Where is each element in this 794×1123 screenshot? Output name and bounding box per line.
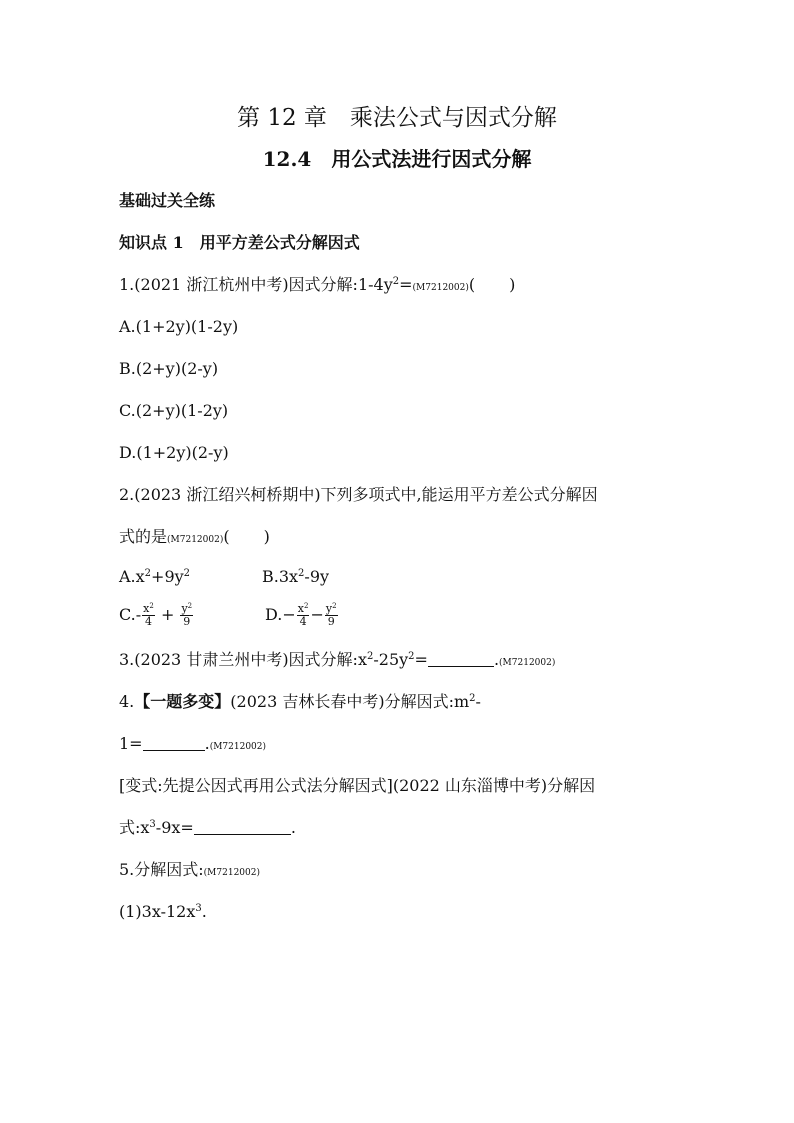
q4-variant-line-1: [变式:先提公因式再用公式法分解因式](2022 山东淄博中考)分解因 [119,776,596,795]
practice-heading: 基础过关全练 [119,191,216,210]
q2-option-b[interactable]: $B.3x^2-9y$ [262,567,330,586]
q2-paren-close: ) [263,527,270,546]
q2-d-fraction-1: $\frac{x^2}{4}$ [297,602,309,628]
q1-option-d[interactable]: D.(1+2y)(2-y) [119,443,229,462]
q1-stem: 1.(2021 浙江杭州中考)因式分解:1-4y [119,275,393,294]
q2-option-c[interactable]: C.- $\frac{x^2}{4}$ + $\frac{y^2}{9}$ [119,602,193,628]
chapter-title: 第 12 章 乘法公式与因式分解 [237,105,557,131]
q2-options-row-2 [119,600,419,630]
q1-option-a[interactable]: A.(1+2y)(1-2y) [119,317,239,336]
section-title: 12.4 用公式法进行因式分解 [262,147,532,171]
q2-paren-open: ( [223,527,230,546]
q4-code: (M7212002) [209,742,267,752]
q2-line-2 [119,527,270,550]
q3-stem: 3.(2023 甘肃兰州中考)因式分解:x [119,650,367,669]
q4-variant-answer-blank[interactable] [194,820,291,835]
q5-code: (M7212002) [203,868,260,878]
q4-answer-blank[interactable] [143,736,205,751]
q1-paren-open: ( [468,275,476,294]
q1-option-c[interactable]: C.(2+y)(1-2y) [119,401,229,420]
q4-variant-tag: 【一题多变】 [134,692,231,711]
q2-stem-end: 式的是 [119,527,168,546]
q4-variant-line-2: 式$:x^3-9x=$ . [119,818,296,837]
q2-option-a[interactable]: $A.x^2+9y^2$ [119,567,191,586]
q1-paren-close: ) [509,275,516,294]
q1-code: (M7212002) [412,283,469,293]
q2-d-fraction-2: $\frac{y^2}{9}$ [325,602,337,628]
q2-options-row-1 [119,567,419,587]
question-4-line-1: 4.【一题多变】(2023 吉林长春中考)分解因式$:m^2-$ [119,692,481,711]
question-3: 3.(2023 甘肃兰州中考)因式分解$:x^2-25y^2= .(M7212002)$ [119,650,556,669]
q3-code: (M7212002) [499,658,556,668]
q5-part-1: $(1)3x-12x^3$. [119,902,207,921]
q2-code: (M7212002) [167,535,224,545]
question-5: 5.分解因式:(M7212002) [119,860,260,879]
q2-c-fraction-1: $\frac{x^2}{4}$ [143,602,154,628]
q2-option-d[interactable]: D.− $\frac{x^2}{4}$ − $\frac{y^2}{9}$ [265,602,337,628]
knowledge-point-heading: 知识点 1 用平方差公式分解因式 [119,233,360,252]
q1-equals: = [399,275,413,294]
q1-option-b[interactable]: B.(2+y)(2-y) [119,359,219,378]
q3-answer-blank[interactable] [428,652,494,667]
q2-c-fraction-2: $\frac{y^2}{9}$ [181,602,193,628]
question-4-line-2: 1= .(M7212002) [119,734,267,753]
q1-exponent: 2 [392,276,400,287]
q2-line-1: 2.(2023 浙江绍兴柯桥期中)下列多项式中,能运用平方差公式分解因 [119,485,598,504]
question-1 [119,275,515,298]
